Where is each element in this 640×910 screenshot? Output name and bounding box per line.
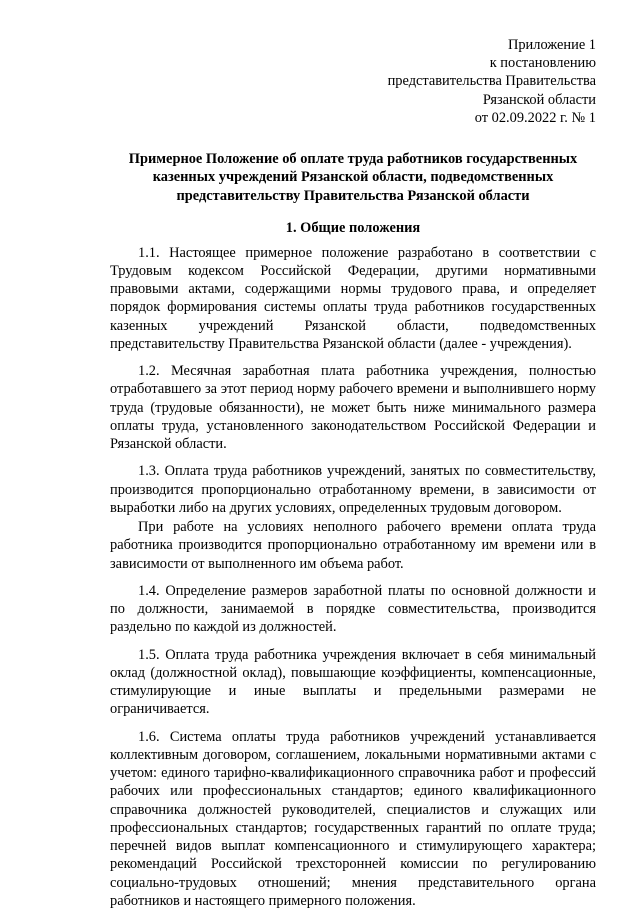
- section-heading: 1. Общие положения: [285, 220, 421, 237]
- paragraph-1-1: 1.1. Настоящее примерное положение разработано в соответствии с Трудовым кодексом Российской Федерации, другими нормативными правовыми актами, содержащими нормы трудового права, и определяет порядок формирования системы оплаты труда работников государственных казенных учреждений Рязанской области, подведомственных представительству Правительства Рязанской области (далее - учреждения).: [110, 244, 596, 352]
- appendix-header: [110, 36, 596, 127]
- paragraph-1-2: 1.2. Месячная заработная плата работника учреждения, полностью отработавшего за этот период норму рабочего времени и выполнившего норму труда (трудовые обязанности), не может быть ниже минимального размера оплаты труда, установленного законодательством Российской Федерации и Рязанской области.: [110, 363, 596, 453]
- appendix-line: представительства Правительства: [387, 73, 596, 90]
- paragraph-1-4: 1.4. Определение размеров заработной платы по основной должности и по должности, занимаемой в порядке совместительства, производится раздельно по каждой из должностей.: [110, 582, 596, 636]
- appendix-line: Приложение 1: [507, 37, 596, 53]
- paragraph-1-6: 1.6. Система оплаты труда работников учреждений устанавливается коллективным договором, соглашением, локальными нормативными актами с учетом: единого тарифно-квалификационного справочника работ и профессий рабочих или профессиональных стандартов; единого квалификационного справочника должностей руководителей, специалистов и служащих или профессиональных стандартов; государственных гарантий по оплате труда; перечней видов выплат компенсационного и стимулирующего характера; рекомендаций Российской трехсторонней комиссии по регулированию социально-трудовых отношений; мнения представительного органа работников и настоящего примерного положения.: [110, 728, 596, 909]
- appendix-line: к постановлению: [489, 55, 596, 72]
- document-title: Примерное Положение об оплате труда работников государственных казенных учреждений Рязанской области, подведомственных представительству Правительства Рязанской области: [128, 151, 578, 204]
- paragraph-1-3-part-time: При работе на условиях неполного рабочего времени оплата труда работника производится пропорционально отработанному им времени или в зависимости от выполненного им объема работ.: [110, 519, 596, 572]
- appendix-line: от 02.09.2022 г. № 1: [474, 109, 596, 126]
- paragraph-1-3: 1.3. Оплата труда работников учреждений, занятых по совместительству, производится пропорционально отработанному времени, в зависимости от выработки либо на других условиях, определенных трудовым договором.: [110, 463, 596, 516]
- appendix-line: Рязанской области: [482, 91, 596, 108]
- paragraph-1-5: 1.5. Оплата труда работника учреждения включает в себя минимальный оклад (должностной оклад), повышающие коэффициенты, компенсационные, стимулирующие и иные выплаты и предельными размерами не ограничивается.: [110, 646, 596, 718]
- document-page: [110, 36, 596, 910]
